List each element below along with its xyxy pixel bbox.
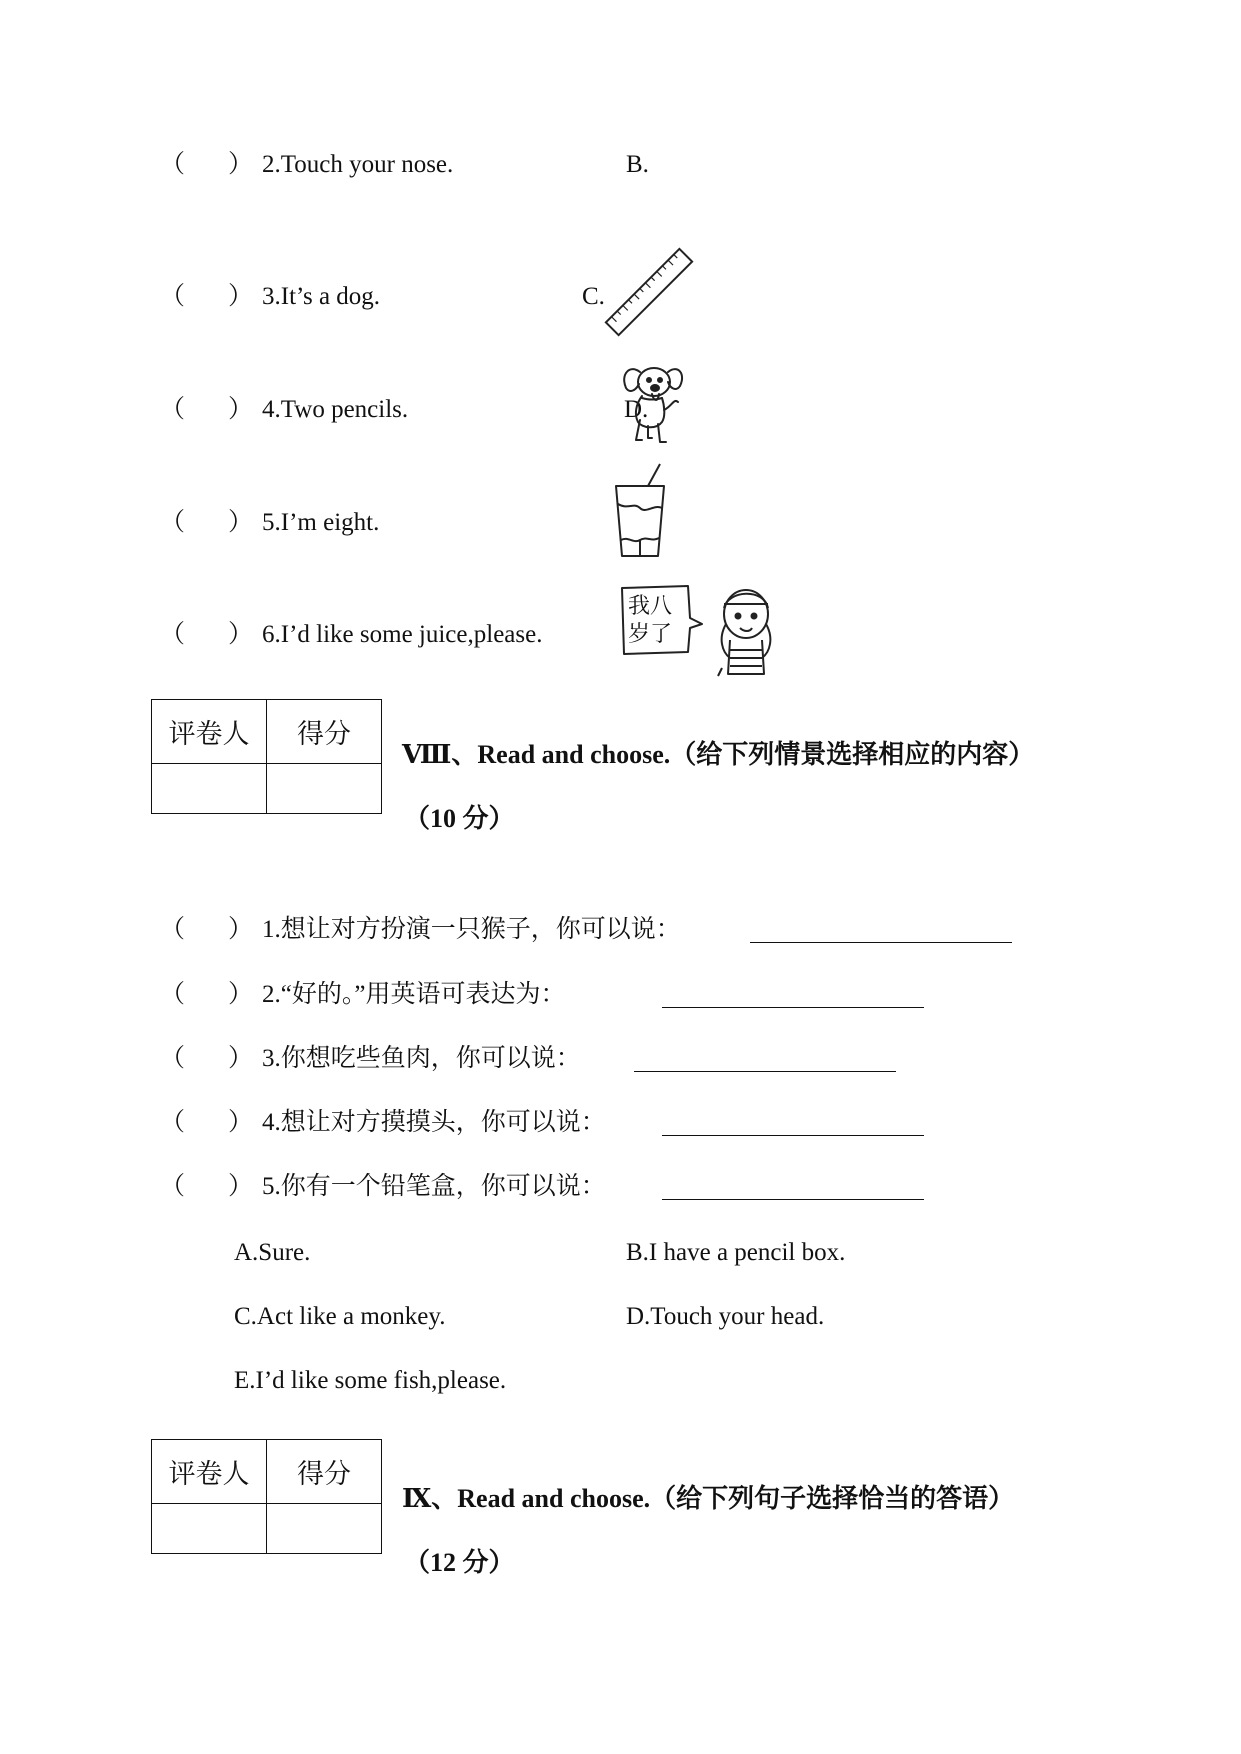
item-text: 3.It’s a dog. (262, 283, 381, 310)
option-label: D. (624, 396, 649, 423)
question-text: 1.想让对方扮演一只猴子，你可以说： (262, 916, 681, 943)
option-d: D.Touch your head. (626, 1303, 825, 1330)
paren-right: ） (228, 151, 254, 178)
paren-right: ） (228, 509, 254, 536)
paren-left: （ (160, 916, 186, 943)
section8-title: Ⅷ、Read and choose.（给下列情景选择相应的内容） (402, 740, 1035, 769)
score-header: 得分 (267, 700, 382, 764)
paren-right: ） (228, 1109, 254, 1136)
score-cell[interactable] (267, 764, 382, 814)
score-table (151, 699, 382, 814)
paren-left: （ (160, 509, 186, 536)
option-label: C. (582, 283, 605, 310)
option-e: E.I’d like some fish,please. (234, 1367, 507, 1394)
paren-right: ） (228, 396, 254, 423)
option-b: B.I have a pencil box. (626, 1239, 846, 1266)
option-c: C.Act like a monkey. (234, 1303, 446, 1330)
paren-left: （ (160, 151, 186, 178)
item-text: 6.I’d like some juice,please. (262, 621, 543, 648)
paren-left: （ (160, 396, 186, 423)
grader-header: 评卷人 (152, 1440, 267, 1504)
juice-cup-icon (612, 462, 672, 560)
section8-points: （10 分） (404, 804, 515, 833)
grader-header: 评卷人 (152, 700, 267, 764)
question-text: 5.你有一个铅笔盒，你可以说： (262, 1173, 606, 1200)
paren-right: ） (228, 1173, 254, 1200)
item-text: 2.Touch your nose. (262, 151, 454, 178)
paren-right: ） (228, 916, 254, 943)
question-text: 2.“好的。”用英语可表达为： (262, 981, 566, 1008)
answer-blank[interactable] (634, 1071, 896, 1072)
score-header: 得分 (267, 1440, 382, 1504)
paren-left: （ (160, 1173, 186, 1200)
paren-left: （ (160, 621, 186, 648)
option-label: B. (626, 151, 649, 178)
grader-cell[interactable] (152, 764, 267, 814)
speech-bubble-line2: 岁了 (628, 622, 673, 647)
grader-cell[interactable] (152, 1504, 267, 1554)
answer-blank[interactable] (662, 1007, 924, 1008)
paren-right: ） (228, 1045, 254, 1072)
paren-right: ） (228, 621, 254, 648)
paren-left: （ (160, 1109, 186, 1136)
item-text: 4.Two pencils. (262, 396, 409, 423)
ruler-icon (604, 250, 694, 335)
speech-bubble-line1: 我八 (628, 594, 673, 619)
score-table (151, 1439, 382, 1554)
section9-title: Ⅸ、Read and choose.（给下列句子选择恰当的答语） (402, 1484, 1015, 1513)
score-cell[interactable] (267, 1504, 382, 1554)
answer-blank[interactable] (662, 1199, 924, 1200)
item-text: 5.I’m eight. (262, 509, 380, 536)
paren-right: ） (228, 283, 254, 310)
paren-right: ） (228, 981, 254, 1008)
dog-icon (612, 358, 692, 448)
section9-points: （12 分） (404, 1548, 515, 1577)
paren-left: （ (160, 1045, 186, 1072)
question-text: 4.想让对方摸摸头，你可以说： (262, 1109, 606, 1136)
paren-left: （ (160, 981, 186, 1008)
answer-blank[interactable] (662, 1135, 924, 1136)
question-text: 3.你想吃些鱼肉，你可以说： (262, 1045, 581, 1072)
answer-blank[interactable] (750, 942, 1012, 943)
option-a: A.Sure. (234, 1239, 311, 1266)
paren-left: （ (160, 283, 186, 310)
